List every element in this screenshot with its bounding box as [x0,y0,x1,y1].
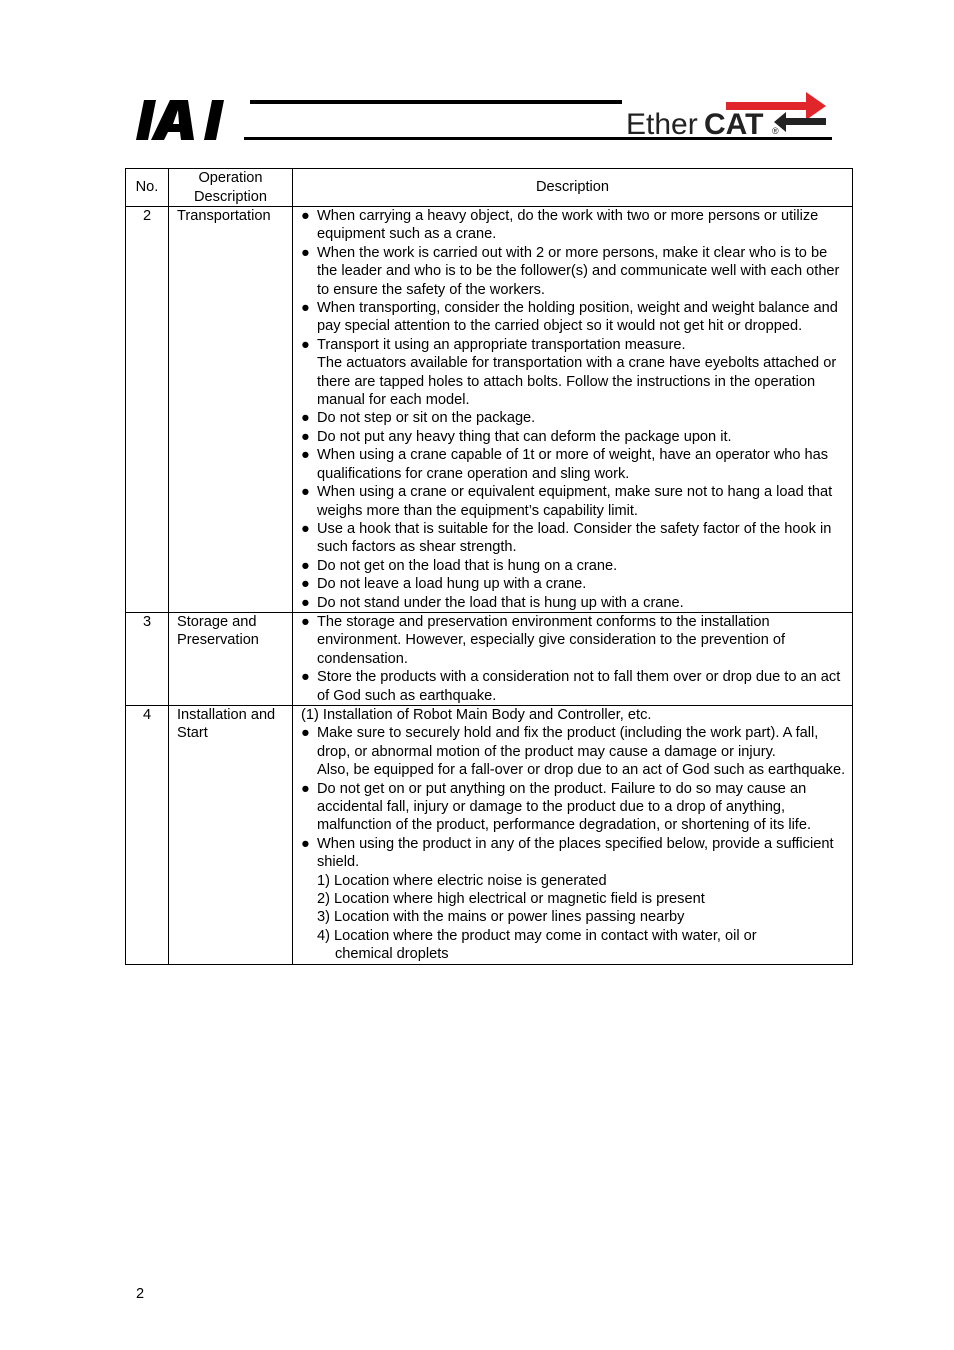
description-cell [293,705,853,964]
bullet-icon: ● [301,336,310,353]
list-item: ● Make sure to securely hold and fix the product (including the work part). A fall, drop, or abnormal motion of the product may cause a damage or injury. Also, be equipped for a fall-over or drop due to an act of God such as earthquake. [301,725,846,779]
description-cell [293,207,853,613]
bullet-icon: ● [301,613,310,630]
bullet-icon: ● [301,557,310,574]
bullet-icon: ● [301,300,310,317]
list-item: ● Do not stand under the load that is hung up with a crane. [301,594,684,611]
bullet-icon: ● [301,576,310,593]
col-header-no: No. [126,169,169,207]
list-item: ● When the work is carried out with 2 or more persons, make it clear who is to be the leader and who is to be the follower(s) and communicate well with each other to ensure the safety of the workers. [301,244,840,298]
bullet-icon: ● [301,835,310,852]
bullet-list [301,207,846,612]
bullet-icon: ● [301,520,310,537]
col-header-operation: Operation Description [169,169,293,207]
bullet-icon: ● [301,484,310,501]
location-list [301,872,846,964]
operation-name: Transportation [169,207,293,613]
location-item: 1) Location where electric noise is generated [317,872,607,889]
list-item: ● Use a hook that is suitable for the load. Consider the safety factor of the hook in such factors as shear strength. [301,520,832,556]
section-heading: (1) Installation of Robot Main Body and Controller, etc. [301,706,652,723]
location-item-continuation: chemical droplets [335,946,449,963]
bullet-icon: ● [301,594,310,611]
bullet-list [301,724,846,871]
location-item: 4) Location where the product may come in contact with water, oil or [317,927,757,944]
list-item: ● Transport it using an appropriate transportation measure. The actuators available for transportation with a crane have eyebolts attached or there are tapped holes to attach bolts. Follow the instructions in the operation manual for each model. [301,336,837,409]
table-row [126,612,853,705]
list-item: ● Do not put any heavy thing that can deform the package upon it. [301,428,732,445]
bullet-icon: ● [301,669,310,686]
list-item: ● When using a crane capable of 1t or more of weight, have an operator who has qualifications for crane operation and sling work. [301,447,829,482]
bullet-icon: ● [301,780,310,797]
table-row [126,705,853,964]
bullet-icon: ● [301,244,310,261]
location-item: 3) Location with the mains or power lines passing nearby [317,909,685,926]
bullet-icon: ● [301,447,310,464]
operation-name: Installation and Start [169,705,293,964]
bullet-icon: ● [301,208,310,224]
operations-table [125,168,853,965]
row-number: 3 [126,612,169,705]
bullet-icon: ● [301,428,310,445]
list-item: ● When using the product in any of the places specified below, provide a sufficient shield. [301,835,834,871]
arrow-left-icon [774,112,826,132]
list-item: ● Do not leave a load hung up with a crane. [301,576,587,593]
ethercat-light-text: Ether [626,108,698,138]
row-number: 4 [126,705,169,964]
list-item: ● When carrying a heavy object, do the work with two or more persons or utilize equipment such as a crane. [301,208,819,243]
list-item: ● Do not get on the load that is hung on a crane. [301,557,618,574]
ethercat-logo [626,92,832,138]
location-item: 2) Location where high electrical or magnetic field is present [317,891,705,908]
list-item: ● When transporting, consider the holding position, weight and weight balance and pay special attention to the carried object so it would not get hit or dropped. [301,300,838,335]
description-cell [293,612,853,705]
list-item: ● Do not step or sit on the package. [301,410,536,427]
table-row [126,207,853,613]
bullet-list [301,613,846,705]
list-item: ● Do not get on or put anything on the product. Failure to do so may cause an accidental fall, injury or damage to the product due to a drop of anything, malfunction of the product, performance degradation, or shortening of its life. [301,780,812,834]
bullet-icon: ● [301,725,310,742]
page-header [0,0,954,150]
iai-logo [136,100,244,140]
list-item: ● When using a crane or equivalent equipment, make sure not to hang a load that weighs more than the equipment’s capability limit. [301,484,833,519]
list-item: ● The storage and preservation environment conforms to the installation environment. However, especially give consideration to the prevention of condensation. [301,613,786,667]
item-note: Also, be equipped for a fall-over or drop due to an act of God such as earthquake. [317,762,846,779]
table-header-row [126,169,853,207]
header-rule-top [250,100,622,104]
item-note: The actuators available for transportation with a crane have eyebolts attached or there are tapped holes to attach bolts. Follow the instructions in the operation manual for each model. [317,355,837,409]
list-item: ● Store the products with a consideration not to fall them over or drop due to an act of God such as earthquake. [301,669,841,704]
col-header-description: Description [293,169,853,207]
page-number: 2 [136,1286,145,1302]
bullet-icon: ● [301,410,310,427]
row-number: 2 [126,207,169,613]
registered-mark: ® [772,126,779,136]
ethercat-bold-text: CAT [704,108,764,138]
operation-name: Storage and Preservation [169,612,293,705]
